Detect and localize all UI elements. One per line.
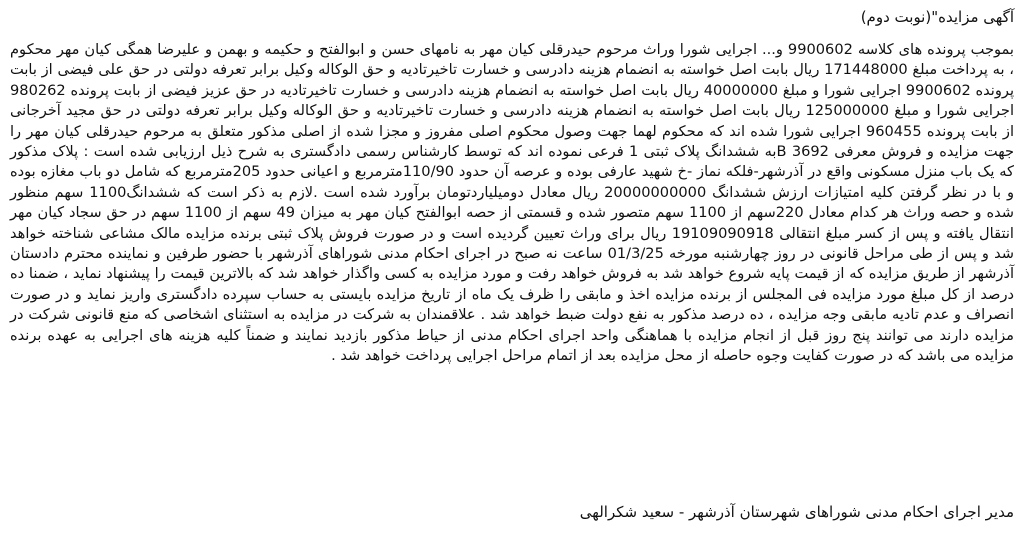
notice-body: بموجب پرونده های کلاسه 9900602 و... اجرایی شورا وراث مرحوم حیدرقلی کیان مهر به نامهای حسن و ابوالفتح و حکیمه و بهمن و علیرضا همگی کیان مهر محکوم ، به پرداخت مبلغ 171448000 ریال بابت اصل خواسته به انضمام هزینه دادرسی و خسارت تاخیرتادیه و حق الوکاله وکیل برابر تعرفه دولتی در حق علی فیضی از بابت پرونده 9900602 اجرایی شورا و مبلغ 40000000 ریال بابت اصل خواسته به انضمام هزینه دادرسی و خسارت تاخیرتادیه در حق عزیز فیضی از بابت پرونده 980262 اجرایی شورا و مبلغ 125000000 ریال بابت اصل خواسته به انضمام هزینه دادرسی و خسارت تاخیرتادیه و حق الوکاله وکیل برابر تعرفه دولتی در حق مجید آخرجانی از بابت پرونده 960455 اجرایی شورا شده اند که محکوم لهما جهت وصول محکوم اصلی مفروز و مجزا شده از اصلی مذکور متعلق به مرحوم حیدرقلی کیان مهر را جهت مزایده و فروش معرفی B 3692به ششدانگ پلاک ثبتی 1 فرعی نموده اند که توسط کارشناس رسمی دادگستری به شرح ذیل ارزیابی شده است : پلاک مذکور که یک باب منزل مسکونی واقع در آذرشهر-فلکه نماز -خ شهید عارفی بوده و عرصه آن حدود 110/90مترمربع و اعیانی حدود 205مترمربع که شامل دو باب مغازه بوده و با در نظر گرفتن کلیه امتیازات ارزش ششدانگ 20000000000 ریال معادل دومیلیاردتومان برآورد شده است .لازم به ذکر است که ششدانگ1100 سهم منظور شده و حصه وراث هر کدام معادل 220سهم از 1100 سهم متصور شده و قسمتی از حصه ابوالفتح کیان مهر به میزان 49 سهم از 1100 سهم در حق سجاد کیان مهر انتقال یافته و پس از کسر مبلغ انتقالی 19109090918 ریال برای وراث تعیین گردیده است و در صورت فروش پلاک ثبتی برنده مزایده مالک مشاعی شناخته خواهد شد و پس از طی مراحل قانونی در روز چهارشنبه مورخه 01/3/25 ساعت نه صبح در اجرای احکام مدنی شوراهای آذرشهر با حضور طرفین و نماینده محترم دادستان آذرشهر از طریق مزایده که از قیمت پایه شروع خواهد شد به فروش خواهد رفت و مورد مزایده به کسی واگذار خواهد شد که بالاترین قیمت را پیشنهاد نماید ، ضمنا ده درصد از کل مبلغ مورد مزایده فی المجلس از برنده مزایده اخذ و مابقی را ظرف یک ماه از تاریخ مزایده بایستی به حساب سپرده دادگستری واریز نماید و در صورت انصراف و عدم تادیه مابقی وجه مزایده ، ده درصد مذکور به نفع دولت ضبط خواهد شد . علاقمندان به شرکت در مزایده به استثنای اشخاصی که منع قانونی شرکت در مزایده دارند می توانند پنج روز قبل از انجام مزایده با هماهنگی واحد اجرای احکام مدنی از حیاط مذکور بازدید نمایند و ضمناً کلیه هزینه های اجرایی به عهده برنده مزایده می باشد که در صورت کفایت وجوه حاصله از محل مزایده بعد از اتمام مراحل اجرایی پرداخت خواهد شد . bbox=[10, 41, 1015, 365]
notice-signature: مدیر اجرای احکام مدنی شوراهای شهرستان آذرشهر - سعید شکرالهی bbox=[579, 503, 1014, 521]
notice-title: آگهی مزایده"(نوبت دوم) bbox=[860, 8, 1014, 26]
auction-notice bbox=[10, 8, 1014, 531]
